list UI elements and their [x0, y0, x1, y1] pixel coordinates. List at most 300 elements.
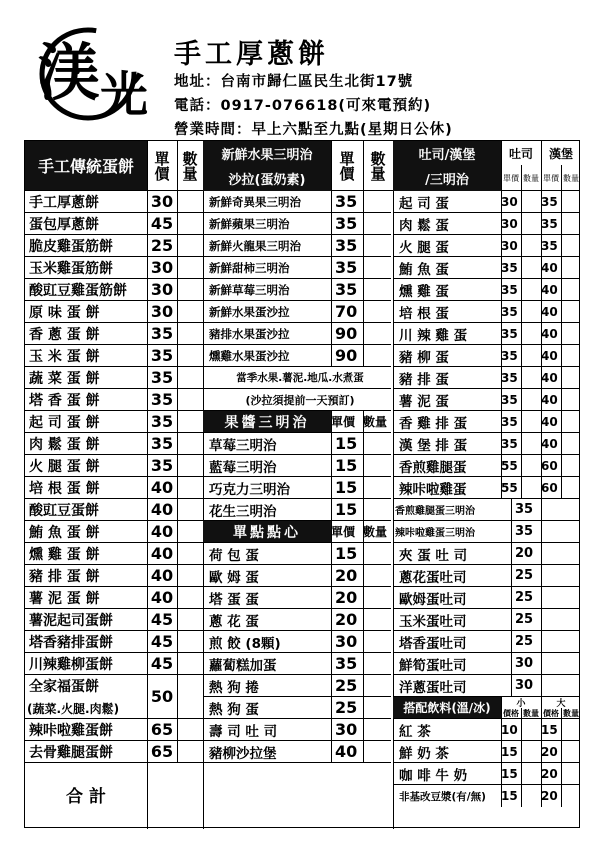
col2-price-head: 單價	[337, 150, 356, 181]
quantity-input[interactable]	[363, 235, 393, 256]
toast-price: 35	[501, 370, 518, 385]
quantity-input[interactable]	[177, 741, 203, 762]
small-price: 15	[501, 789, 518, 803]
item-price: 30	[150, 192, 174, 211]
item-name: 肉 鬆 蛋	[399, 217, 449, 234]
quantity-input[interactable]	[521, 279, 541, 300]
quantity-input[interactable]	[541, 653, 581, 674]
item-name: 新鮮水果蛋沙拉	[209, 304, 290, 319]
drink-sub-head: 數量	[563, 709, 579, 718]
burger-price: 40	[541, 304, 558, 319]
quantity-input[interactable]	[177, 675, 203, 718]
item-name: 豬 柳 蛋	[399, 349, 449, 366]
quantity-input[interactable]	[521, 433, 541, 454]
burger-price: 35	[541, 238, 558, 253]
item-name: 玉 米 蛋 餅	[29, 348, 100, 365]
col3-toast-row	[393, 631, 579, 653]
col3-toast-row	[393, 653, 579, 675]
item-price: 35	[150, 434, 174, 453]
item-price: 15	[335, 544, 358, 563]
item-name: 熱 狗 捲	[209, 679, 259, 696]
quantity-input[interactable]	[521, 323, 541, 344]
quantity-input[interactable]	[177, 565, 203, 586]
item-name: 巧克力三明治	[209, 481, 290, 498]
quantity-input[interactable]	[541, 565, 581, 586]
quantity-input[interactable]	[363, 543, 393, 564]
item-name: 起 司 蛋 餅	[29, 414, 100, 431]
quantity-input[interactable]	[541, 543, 581, 564]
item-name: 香煎雞腿蛋三明治	[395, 506, 475, 517]
col3-title-l2: /三明治	[393, 166, 501, 191]
grid-line	[541, 165, 542, 499]
item-name: 培 根 蛋	[399, 305, 449, 322]
col3-toast-row	[393, 675, 579, 697]
quantity-input[interactable]	[177, 345, 203, 366]
item-price: 45	[150, 610, 174, 629]
item-name: 薯 泥 蛋 餅	[29, 590, 100, 607]
shop-phone: 電話：0917-076618(可來電預約)	[174, 98, 432, 114]
quantity-input[interactable]	[363, 477, 393, 498]
quantity-input[interactable]	[177, 433, 203, 454]
quantity-input[interactable]	[177, 367, 203, 388]
quantity-input[interactable]	[177, 455, 203, 476]
col3-toast-row	[393, 543, 579, 565]
quantity-input[interactable]	[363, 213, 393, 234]
quantity-input[interactable]	[521, 301, 541, 322]
quantity-input[interactable]	[363, 191, 393, 212]
quantity-input[interactable]	[177, 477, 203, 498]
item-name: 燻 雞 蛋	[399, 283, 449, 300]
quantity-input[interactable]	[147, 763, 203, 826]
item-name: 薯 泥 蛋	[399, 393, 449, 410]
toast-price: 35	[501, 260, 518, 275]
quantity-input[interactable]	[363, 653, 393, 674]
quantity-input[interactable]	[521, 235, 541, 256]
jam-header-qty: 數量	[363, 415, 388, 429]
drink-row	[393, 785, 579, 807]
item-price: 35	[150, 456, 174, 475]
quantity-input[interactable]	[177, 257, 203, 278]
item-price: 30	[335, 720, 358, 739]
item-name: 壽 司 吐 司	[209, 723, 278, 740]
quantity-input[interactable]	[561, 367, 581, 388]
grid-line	[177, 141, 178, 763]
item-name: 辣咔啦雞蛋餅	[29, 722, 113, 739]
item-name: 手工厚蔥餅	[29, 194, 99, 211]
quantity-input[interactable]	[521, 411, 541, 432]
quantity-input[interactable]	[521, 741, 541, 762]
quantity-input[interactable]	[561, 477, 581, 498]
quantity-input[interactable]	[521, 477, 541, 498]
toast-price: 35	[501, 326, 518, 341]
grid-line	[561, 165, 562, 499]
toast-price: 30	[501, 238, 518, 253]
item-price: 20	[335, 566, 358, 585]
item-price: 25	[515, 634, 534, 649]
item-name: 香 雞 排 蛋	[399, 415, 468, 432]
item-price: 35	[150, 368, 174, 387]
item-name: 川辣雞柳蛋餅	[29, 656, 113, 673]
large-head: 大	[556, 698, 566, 709]
item-name: 鮮 奶 茶	[399, 745, 449, 762]
salad-note: (沙拉須提前一天預訂)	[245, 393, 355, 407]
item-name: 蔬 菜 蛋 餅	[29, 370, 100, 387]
quantity-input[interactable]	[521, 213, 541, 234]
item-name: 歐 姆 蛋	[209, 569, 259, 586]
quantity-input[interactable]	[177, 411, 203, 432]
small-head: 小	[516, 698, 526, 709]
burger-price: 40	[541, 414, 558, 429]
quantity-input[interactable]	[177, 543, 203, 564]
quantity-input[interactable]	[363, 279, 393, 300]
item-price: 35	[335, 236, 358, 255]
item-name: 燻雞水果蛋沙拉	[209, 348, 290, 363]
col3-item-row	[393, 213, 579, 235]
item-name: 鮪 魚 蛋 餅	[29, 524, 100, 541]
item-price: 35	[150, 346, 174, 365]
col3-item-row	[393, 279, 579, 301]
col3-header	[393, 141, 579, 191]
col1-price-head: 單價	[152, 150, 171, 181]
quantity-input[interactable]	[177, 609, 203, 630]
item-name: 培 根 蛋 餅	[29, 480, 100, 497]
item-price: 35	[150, 390, 174, 409]
burger-price: 60	[541, 458, 558, 473]
quantity-input[interactable]	[521, 257, 541, 278]
quantity-input[interactable]	[561, 345, 581, 366]
quantity-input[interactable]	[521, 785, 541, 807]
quantity-input[interactable]	[541, 609, 581, 630]
burger-price: 40	[541, 282, 558, 297]
item-name: 脆皮雞蛋筋餅	[29, 238, 113, 255]
item-price: 20	[335, 588, 358, 607]
quantity-input[interactable]	[521, 763, 541, 784]
item-name: 酸豇豆蛋餅	[29, 502, 99, 519]
quantity-input[interactable]	[363, 587, 393, 608]
svg-text:光: 光	[100, 67, 149, 123]
item-price: 35	[150, 324, 174, 343]
quantity-input[interactable]	[561, 301, 581, 322]
toast-price: 35	[501, 282, 518, 297]
quantity-input[interactable]	[363, 257, 393, 278]
quantity-input[interactable]	[541, 675, 581, 696]
quantity-input[interactable]	[177, 235, 203, 256]
quantity-input[interactable]	[363, 697, 393, 718]
quantity-input[interactable]	[177, 301, 203, 322]
item-name: 塔 蛋 蛋	[209, 591, 259, 608]
col3-item-row	[393, 323, 579, 345]
item-name: 酸豇豆雞蛋筋餅	[29, 282, 127, 299]
quantity-input[interactable]	[363, 323, 393, 344]
col3-special-row	[393, 521, 579, 543]
item-name: 洋蔥蛋吐司	[399, 679, 467, 696]
quantity-input[interactable]	[363, 433, 393, 454]
burger-price: 35	[541, 194, 558, 209]
drink-header	[393, 697, 579, 719]
item-price: 90	[335, 324, 358, 343]
grid-line	[501, 141, 502, 499]
toast-price: 30	[501, 216, 518, 231]
item-price: 25	[150, 236, 174, 255]
item-price: 90	[335, 346, 358, 365]
item-price: 35	[335, 654, 358, 673]
quantity-input[interactable]	[363, 675, 393, 696]
toast-price: 35	[501, 414, 518, 429]
quantity-input[interactable]	[541, 631, 581, 652]
toast-price: 30	[501, 194, 518, 209]
item-name: 荷 包 蛋	[209, 547, 259, 564]
quantity-input[interactable]	[363, 345, 393, 366]
item-name: 熱 狗 蛋	[209, 701, 259, 718]
toast-price: 35	[501, 348, 518, 363]
burger-price: 40	[541, 260, 558, 275]
col3-item-row	[393, 477, 579, 499]
quantity-input[interactable]	[363, 719, 393, 740]
quantity-input[interactable]	[561, 433, 581, 454]
family-price: 50	[150, 687, 174, 706]
drink-row	[393, 719, 579, 741]
drink-sub-head: 價格	[543, 709, 559, 718]
item-name: 蛋包厚蔥餅	[29, 216, 99, 233]
small-price: 15	[501, 744, 518, 759]
toast-price: 35	[501, 304, 518, 319]
quantity-input[interactable]	[561, 785, 581, 807]
quantity-input[interactable]	[177, 213, 203, 234]
item-price: 30	[150, 258, 174, 277]
quantity-input[interactable]	[363, 565, 393, 586]
item-name: 蘿蔔糕加蛋	[209, 657, 277, 674]
item-name: 蔥花蛋吐司	[399, 569, 467, 586]
drink-title: 搭配飲料(溫/冰)	[393, 697, 501, 718]
quantity-input[interactable]	[561, 411, 581, 432]
item-price: 25	[335, 698, 358, 717]
quantity-input[interactable]	[363, 499, 393, 520]
quantity-input[interactable]	[521, 389, 541, 410]
quantity-input[interactable]	[561, 235, 581, 256]
shop-logo	[30, 16, 160, 124]
drink-row	[393, 741, 579, 763]
quantity-input[interactable]	[363, 631, 393, 652]
toast-price: 55	[501, 458, 518, 473]
burger-price: 40	[541, 392, 558, 407]
col3-item-row	[393, 345, 579, 367]
item-price: 40	[150, 500, 174, 519]
item-name: 新鮮奇異果三明治	[209, 194, 301, 209]
quantity-input[interactable]	[541, 587, 581, 608]
item-price: 25	[515, 568, 534, 583]
item-name: 原 味 蛋 餅	[29, 304, 100, 321]
quantity-input[interactable]	[561, 389, 581, 410]
order-form-table	[24, 140, 580, 828]
quantity-input[interactable]	[521, 345, 541, 366]
total-row	[25, 763, 203, 826]
col3-toast-row	[393, 609, 579, 631]
quantity-input[interactable]	[561, 213, 581, 234]
item-price: 45	[150, 632, 174, 651]
quantity-input[interactable]	[561, 279, 581, 300]
sub-head: 數量	[563, 174, 579, 183]
quantity-input[interactable]	[177, 587, 203, 608]
grid-line	[561, 708, 562, 807]
item-price: 40	[150, 544, 174, 563]
grid-line	[363, 411, 364, 763]
item-price: 30	[515, 656, 534, 671]
quantity-input[interactable]	[541, 521, 581, 542]
burger-price: 40	[541, 348, 558, 363]
seasonal-fillings: 當季水果.薯泥.地瓜.水煮蛋	[236, 372, 364, 384]
col2-title-l2: 沙拉(蛋奶素)	[203, 166, 331, 191]
grid-line	[541, 499, 542, 697]
item-price: 20	[515, 546, 534, 561]
item-price: 65	[150, 742, 174, 761]
item-name: 漢 堡 排 蛋	[399, 437, 468, 454]
col3-item-row	[393, 235, 579, 257]
col3-item-row	[393, 455, 579, 477]
item-price: 35	[515, 502, 534, 517]
col3-item-row	[393, 367, 579, 389]
grid-line	[541, 141, 542, 165]
quantity-input[interactable]	[561, 191, 581, 212]
quantity-input[interactable]	[561, 741, 581, 762]
sub-head: 單價	[543, 174, 559, 183]
quantity-input[interactable]	[521, 191, 541, 212]
quantity-input[interactable]	[561, 455, 581, 476]
item-name: 蔥 花 蛋	[209, 613, 259, 630]
col2-qty-head: 數量	[368, 150, 387, 181]
col3-item-row	[393, 433, 579, 455]
quantity-input[interactable]	[177, 719, 203, 740]
sub-head: 數量	[523, 174, 539, 183]
grid-line	[521, 165, 522, 499]
col3-item-row	[393, 301, 579, 323]
item-name: 玉米雞蛋筋餅	[29, 260, 113, 277]
quantity-input[interactable]	[363, 301, 393, 322]
item-name: 夾 蛋 吐 司	[399, 547, 468, 564]
item-name: 薯泥起司蛋餅	[29, 612, 113, 629]
jam-header-title: 果醬三明治	[203, 411, 331, 432]
item-name: 香煎雞腿蛋	[399, 459, 467, 476]
item-name: 歐姆蛋吐司	[399, 591, 467, 608]
item-name: 去骨雞腿蛋餅	[29, 744, 113, 761]
col3-special-row	[393, 499, 579, 521]
quantity-input[interactable]	[177, 521, 203, 542]
item-name: 起 司 蛋	[399, 195, 449, 212]
grid-line	[363, 141, 364, 367]
grid-line	[331, 411, 332, 763]
item-price: 45	[150, 654, 174, 673]
toast-head: 吐司	[508, 146, 533, 161]
quantity-input[interactable]	[177, 279, 203, 300]
quantity-input[interactable]	[363, 455, 393, 476]
item-price: 35	[335, 214, 358, 233]
col1-qty-head: 數量	[180, 150, 199, 181]
snack-header-qty: 數量	[363, 525, 388, 539]
grid-line	[521, 708, 522, 807]
quantity-input[interactable]	[561, 719, 581, 740]
quantity-input[interactable]	[561, 257, 581, 278]
toast-price: 35	[501, 436, 518, 451]
item-name: 鮮筍蛋吐司	[399, 657, 467, 674]
item-name: 新鮮甜柿三明治	[209, 260, 290, 275]
item-name: 煎 餃 (8顆)	[209, 635, 281, 652]
drink-row	[393, 763, 579, 785]
quantity-input[interactable]	[177, 191, 203, 212]
item-name: 辣咔啦雞蛋	[399, 481, 467, 498]
item-name: 鮪 魚 蛋	[399, 261, 449, 278]
quantity-input[interactable]	[177, 631, 203, 652]
item-price: 65	[150, 720, 174, 739]
small-price: 10	[501, 722, 518, 737]
quantity-input[interactable]	[521, 367, 541, 388]
col3-toast-row	[393, 565, 579, 587]
quantity-input[interactable]	[177, 653, 203, 674]
burger-head: 漢堡	[548, 146, 573, 161]
item-name: 肉 鬆 蛋 餅	[29, 436, 100, 453]
drink-sub-head: 數量	[523, 709, 539, 718]
item-name: 川 辣 雞 蛋	[399, 327, 468, 344]
item-price: 35	[335, 258, 358, 277]
item-price: 20	[335, 610, 358, 629]
col3-item-row	[393, 411, 579, 433]
item-price: 35	[335, 192, 358, 211]
quantity-input[interactable]	[177, 499, 203, 520]
shop-address: 地址：台南市歸仁區民生北街17號	[174, 74, 414, 90]
col3-toast-row	[393, 587, 579, 609]
grid-line	[511, 499, 512, 697]
quantity-input[interactable]	[521, 455, 541, 476]
item-price: 35	[335, 280, 358, 299]
quantity-input[interactable]	[541, 499, 581, 520]
quantity-input[interactable]	[177, 389, 203, 410]
col3-title-l1: 吐司/漢堡	[393, 141, 501, 166]
item-price: 15	[335, 434, 358, 453]
item-price: 15	[335, 456, 358, 475]
item-name: 香 蔥 蛋 餅	[29, 326, 100, 343]
seasonal-row	[203, 367, 391, 389]
large-price: 20	[541, 744, 558, 759]
quantity-input[interactable]	[561, 323, 581, 344]
quantity-input[interactable]	[363, 741, 393, 762]
shop-hours: 營業時間：早上六點至九點(星期日公休)	[174, 122, 453, 138]
burger-price: 40	[541, 370, 558, 385]
item-name: 豬柳沙拉堡	[209, 745, 277, 762]
quantity-input[interactable]	[177, 323, 203, 344]
quantity-input[interactable]	[521, 719, 541, 740]
large-price: 15	[541, 722, 558, 737]
item-price: 25	[335, 676, 358, 695]
item-name: 豬 排 蛋	[399, 371, 449, 388]
item-price: 40	[150, 588, 174, 607]
family-detail: (蔬菜.火腿.肉鬆)	[27, 701, 120, 716]
salad-note-row	[203, 389, 391, 411]
item-name: 豬 排 蛋 餅	[29, 568, 100, 585]
item-name: 塔香豬排蛋餅	[29, 634, 113, 651]
jam-header-price: 單價	[331, 415, 356, 429]
toast-price: 55	[501, 480, 518, 495]
item-name: 咖 啡 牛 奶	[399, 767, 468, 784]
quantity-input[interactable]	[363, 609, 393, 630]
grid-line	[331, 141, 332, 367]
item-price: 70	[335, 302, 358, 321]
item-price: 25	[515, 590, 534, 605]
item-name: 玉米蛋吐司	[399, 613, 467, 630]
item-price: 30	[150, 302, 174, 321]
item-price: 45	[150, 214, 174, 233]
item-price: 30	[150, 280, 174, 299]
item-price: 40	[150, 522, 174, 541]
item-name: 新鮮火龍果三明治	[209, 238, 301, 253]
quantity-input[interactable]	[561, 763, 581, 784]
